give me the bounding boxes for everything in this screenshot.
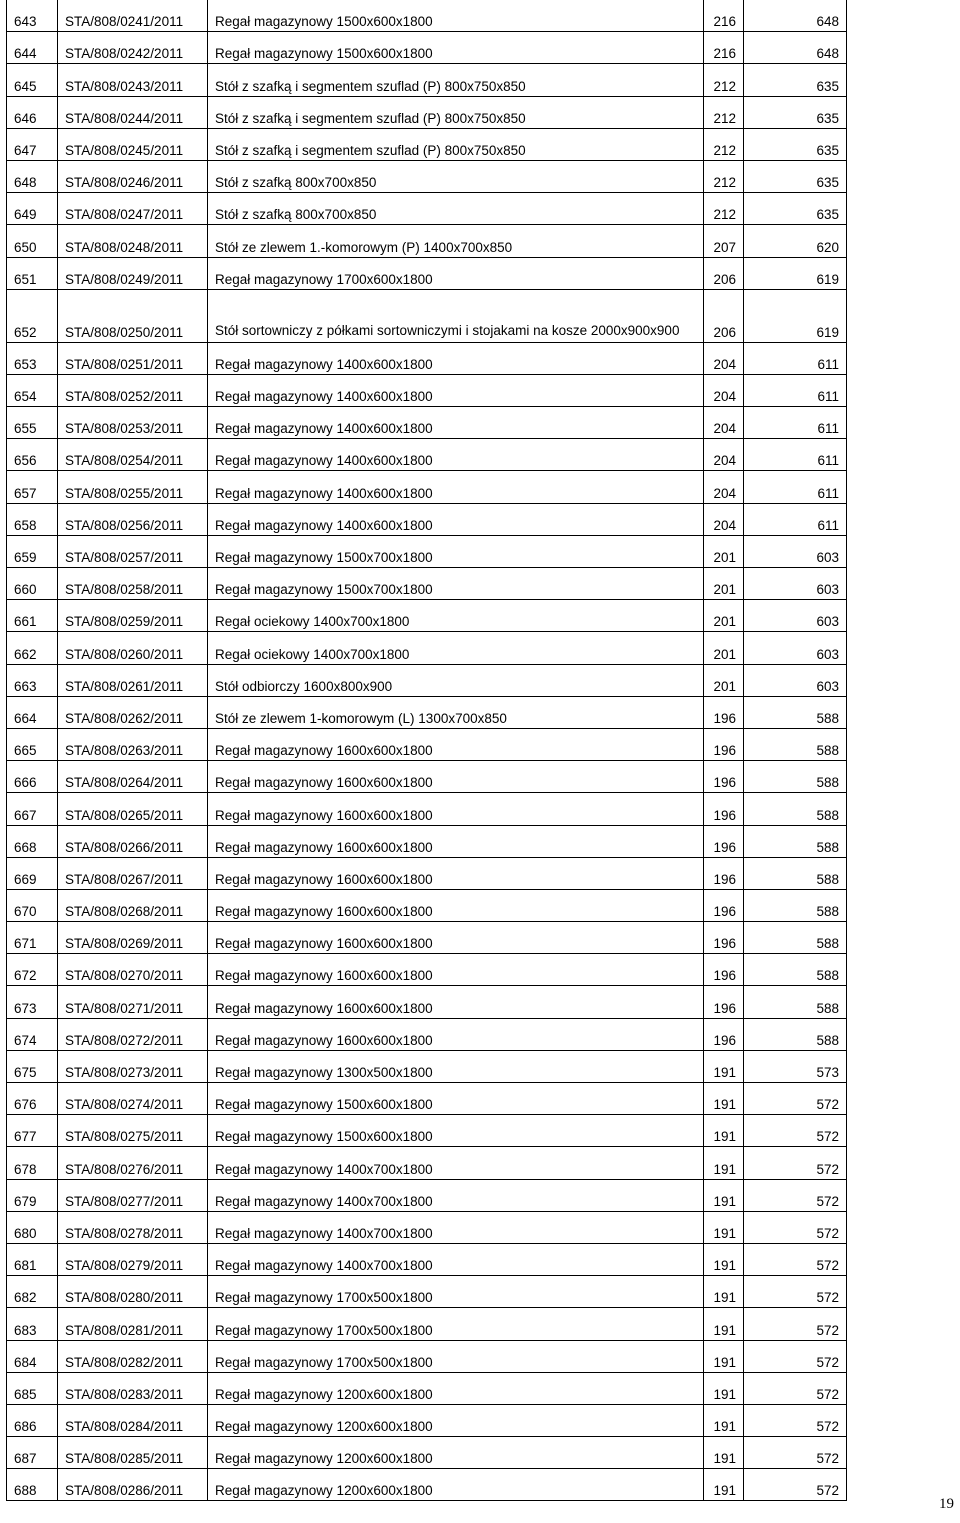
cell-item-name: Regał magazynowy 1600x600x1800 bbox=[208, 761, 704, 793]
table-row bbox=[7, 1083, 847, 1115]
cell-inventory-number: STA/808/0241/2011 bbox=[58, 0, 208, 32]
table-row bbox=[7, 568, 847, 600]
cell-value-a: 212 bbox=[704, 64, 744, 96]
table-row bbox=[7, 793, 847, 825]
cell-item-name: Stół z szafką 800x700x850 bbox=[208, 160, 704, 192]
cell-row-number: 647 bbox=[7, 128, 58, 160]
cell-item-name: Regał magazynowy 1400x600x1800 bbox=[208, 439, 704, 471]
cell-item-name: Regał magazynowy 1400x700x1800 bbox=[208, 1211, 704, 1243]
cell-item-name: Regał magazynowy 1300x500x1800 bbox=[208, 1050, 704, 1082]
cell-item-name: Regał magazynowy 1500x700x1800 bbox=[208, 568, 704, 600]
table-row bbox=[7, 96, 847, 128]
cell-value-a: 196 bbox=[704, 954, 744, 986]
cell-row-number: 648 bbox=[7, 160, 58, 192]
cell-value-a: 204 bbox=[704, 503, 744, 535]
cell-value-b: 635 bbox=[744, 64, 847, 96]
cell-row-number: 666 bbox=[7, 761, 58, 793]
cell-value-a: 206 bbox=[704, 257, 744, 289]
table-row bbox=[7, 1308, 847, 1340]
table-row bbox=[7, 225, 847, 257]
cell-value-a: 191 bbox=[704, 1147, 744, 1179]
cell-row-number: 668 bbox=[7, 825, 58, 857]
cell-inventory-number: STA/808/0258/2011 bbox=[58, 568, 208, 600]
cell-row-number: 679 bbox=[7, 1179, 58, 1211]
cell-value-b: 588 bbox=[744, 1018, 847, 1050]
cell-item-name: Regał ociekowy 1400x700x1800 bbox=[208, 600, 704, 632]
cell-value-a: 191 bbox=[704, 1340, 744, 1372]
cell-inventory-number: STA/808/0278/2011 bbox=[58, 1211, 208, 1243]
table-row bbox=[7, 0, 847, 32]
table-row bbox=[7, 1276, 847, 1308]
cell-item-name: Regał magazynowy 1500x600x1800 bbox=[208, 0, 704, 32]
cell-inventory-number: STA/808/0257/2011 bbox=[58, 535, 208, 567]
cell-inventory-number: STA/808/0259/2011 bbox=[58, 600, 208, 632]
cell-item-name: Regał magazynowy 1400x600x1800 bbox=[208, 471, 704, 503]
cell-value-b: 603 bbox=[744, 600, 847, 632]
cell-item-name: Regał magazynowy 1600x600x1800 bbox=[208, 889, 704, 921]
cell-row-number: 646 bbox=[7, 96, 58, 128]
cell-inventory-number: STA/808/0279/2011 bbox=[58, 1243, 208, 1275]
cell-value-b: 611 bbox=[744, 407, 847, 439]
cell-inventory-number: STA/808/0262/2011 bbox=[58, 696, 208, 728]
cell-inventory-number: STA/808/0250/2011 bbox=[58, 289, 208, 342]
cell-inventory-number: STA/808/0249/2011 bbox=[58, 257, 208, 289]
cell-value-a: 212 bbox=[704, 128, 744, 160]
cell-value-b: 588 bbox=[744, 922, 847, 954]
cell-value-a: 216 bbox=[704, 32, 744, 64]
cell-value-a: 196 bbox=[704, 696, 744, 728]
cell-item-name: Stół ze zlewem 1-komorowym (L) 1300x700x850 bbox=[208, 696, 704, 728]
cell-inventory-number: STA/808/0246/2011 bbox=[58, 160, 208, 192]
cell-inventory-number: STA/808/0269/2011 bbox=[58, 922, 208, 954]
cell-item-name: Regał magazynowy 1700x500x1800 bbox=[208, 1276, 704, 1308]
cell-value-b: 572 bbox=[744, 1340, 847, 1372]
cell-item-name: Regał magazynowy 1400x700x1800 bbox=[208, 1243, 704, 1275]
table-row bbox=[7, 1115, 847, 1147]
cell-value-b: 611 bbox=[744, 439, 847, 471]
cell-inventory-number: STA/808/0283/2011 bbox=[58, 1372, 208, 1404]
cell-row-number: 683 bbox=[7, 1308, 58, 1340]
cell-item-name: Regał magazynowy 1500x600x1800 bbox=[208, 1115, 704, 1147]
cell-value-a: 196 bbox=[704, 825, 744, 857]
table-row bbox=[7, 857, 847, 889]
cell-value-b: 620 bbox=[744, 225, 847, 257]
cell-value-b: 588 bbox=[744, 954, 847, 986]
cell-value-a: 204 bbox=[704, 471, 744, 503]
cell-value-b: 572 bbox=[744, 1211, 847, 1243]
cell-row-number: 684 bbox=[7, 1340, 58, 1372]
cell-inventory-number: STA/808/0263/2011 bbox=[58, 728, 208, 760]
cell-value-a: 201 bbox=[704, 600, 744, 632]
cell-value-a: 196 bbox=[704, 922, 744, 954]
cell-value-a: 191 bbox=[704, 1372, 744, 1404]
cell-value-b: 611 bbox=[744, 503, 847, 535]
table-row bbox=[7, 193, 847, 225]
cell-item-name: Regał magazynowy 1600x600x1800 bbox=[208, 986, 704, 1018]
cell-value-b: 588 bbox=[744, 889, 847, 921]
cell-item-name: Regał magazynowy 1500x600x1800 bbox=[208, 1083, 704, 1115]
cell-inventory-number: STA/808/0268/2011 bbox=[58, 889, 208, 921]
cell-inventory-number: STA/808/0265/2011 bbox=[58, 793, 208, 825]
table-row bbox=[7, 825, 847, 857]
cell-row-number: 669 bbox=[7, 857, 58, 889]
cell-value-a: 191 bbox=[704, 1404, 744, 1436]
cell-value-b: 572 bbox=[744, 1469, 847, 1501]
cell-value-a: 206 bbox=[704, 289, 744, 342]
cell-row-number: 650 bbox=[7, 225, 58, 257]
cell-item-name: Regał magazynowy 1600x600x1800 bbox=[208, 728, 704, 760]
table-row bbox=[7, 986, 847, 1018]
cell-value-b: 572 bbox=[744, 1276, 847, 1308]
cell-item-name: Regał magazynowy 1200x600x1800 bbox=[208, 1437, 704, 1469]
cell-item-name: Stół ze zlewem 1.-komorowym (P) 1400x700x850 bbox=[208, 225, 704, 257]
cell-row-number: 659 bbox=[7, 535, 58, 567]
cell-row-number: 649 bbox=[7, 193, 58, 225]
cell-item-name: Regał magazynowy 1200x600x1800 bbox=[208, 1469, 704, 1501]
cell-inventory-number: STA/808/0247/2011 bbox=[58, 193, 208, 225]
cell-value-a: 196 bbox=[704, 986, 744, 1018]
table-row bbox=[7, 889, 847, 921]
cell-row-number: 653 bbox=[7, 342, 58, 374]
cell-value-a: 207 bbox=[704, 225, 744, 257]
cell-item-name: Regał magazynowy 1600x600x1800 bbox=[208, 954, 704, 986]
cell-value-a: 212 bbox=[704, 193, 744, 225]
cell-item-name: Regał magazynowy 1400x600x1800 bbox=[208, 374, 704, 406]
cell-inventory-number: STA/808/0286/2011 bbox=[58, 1469, 208, 1501]
cell-row-number: 660 bbox=[7, 568, 58, 600]
cell-inventory-number: STA/808/0256/2011 bbox=[58, 503, 208, 535]
cell-value-a: 212 bbox=[704, 96, 744, 128]
cell-item-name: Regał magazynowy 1500x600x1800 bbox=[208, 32, 704, 64]
table-row bbox=[7, 535, 847, 567]
cell-value-b: 603 bbox=[744, 568, 847, 600]
cell-row-number: 663 bbox=[7, 664, 58, 696]
cell-item-name: Regał magazynowy 1700x500x1800 bbox=[208, 1308, 704, 1340]
cell-value-b: 635 bbox=[744, 128, 847, 160]
inventory-table bbox=[6, 0, 847, 1501]
cell-row-number: 654 bbox=[7, 374, 58, 406]
cell-item-name: Regał magazynowy 1600x600x1800 bbox=[208, 857, 704, 889]
cell-inventory-number: STA/808/0277/2011 bbox=[58, 1179, 208, 1211]
cell-value-a: 216 bbox=[704, 0, 744, 32]
table-row bbox=[7, 1211, 847, 1243]
table-row bbox=[7, 342, 847, 374]
cell-value-b: 635 bbox=[744, 96, 847, 128]
cell-inventory-number: STA/808/0276/2011 bbox=[58, 1147, 208, 1179]
cell-row-number: 652 bbox=[7, 289, 58, 342]
cell-inventory-number: STA/808/0274/2011 bbox=[58, 1083, 208, 1115]
table-row bbox=[7, 1243, 847, 1275]
cell-row-number: 681 bbox=[7, 1243, 58, 1275]
cell-row-number: 685 bbox=[7, 1372, 58, 1404]
table-row bbox=[7, 128, 847, 160]
cell-value-a: 191 bbox=[704, 1050, 744, 1082]
cell-row-number: 651 bbox=[7, 257, 58, 289]
cell-value-a: 196 bbox=[704, 793, 744, 825]
table-row bbox=[7, 1469, 847, 1501]
cell-inventory-number: STA/808/0255/2011 bbox=[58, 471, 208, 503]
cell-item-name: Regał magazynowy 1600x600x1800 bbox=[208, 793, 704, 825]
cell-value-a: 196 bbox=[704, 1018, 744, 1050]
cell-value-b: 611 bbox=[744, 374, 847, 406]
cell-item-name: Regał magazynowy 1600x600x1800 bbox=[208, 1018, 704, 1050]
cell-value-b: 635 bbox=[744, 160, 847, 192]
cell-inventory-number: STA/808/0248/2011 bbox=[58, 225, 208, 257]
table-row bbox=[7, 503, 847, 535]
cell-row-number: 680 bbox=[7, 1211, 58, 1243]
cell-inventory-number: STA/808/0270/2011 bbox=[58, 954, 208, 986]
cell-value-b: 588 bbox=[744, 761, 847, 793]
cell-value-b: 648 bbox=[744, 0, 847, 32]
cell-value-b: 635 bbox=[744, 193, 847, 225]
cell-item-name: Stół sortowniczy z półkami sortowniczymi i stojakami na kosze 2000x900x900 bbox=[208, 289, 704, 342]
cell-value-b: 588 bbox=[744, 696, 847, 728]
cell-inventory-number: STA/808/0264/2011 bbox=[58, 761, 208, 793]
cell-value-b: 588 bbox=[744, 986, 847, 1018]
cell-row-number: 658 bbox=[7, 503, 58, 535]
cell-item-name: Stół odbiorczy 1600x800x900 bbox=[208, 664, 704, 696]
cell-value-b: 572 bbox=[744, 1115, 847, 1147]
table-row bbox=[7, 696, 847, 728]
table-row bbox=[7, 32, 847, 64]
table-row bbox=[7, 1147, 847, 1179]
cell-row-number: 664 bbox=[7, 696, 58, 728]
cell-inventory-number: STA/808/0261/2011 bbox=[58, 664, 208, 696]
cell-value-b: 603 bbox=[744, 632, 847, 664]
table-row bbox=[7, 407, 847, 439]
table-row bbox=[7, 374, 847, 406]
cell-inventory-number: STA/808/0281/2011 bbox=[58, 1308, 208, 1340]
cell-row-number: 682 bbox=[7, 1276, 58, 1308]
cell-inventory-number: STA/808/0271/2011 bbox=[58, 986, 208, 1018]
cell-item-name: Regał ociekowy 1400x700x1800 bbox=[208, 632, 704, 664]
cell-inventory-number: STA/808/0253/2011 bbox=[58, 407, 208, 439]
cell-value-a: 191 bbox=[704, 1469, 744, 1501]
table-row bbox=[7, 1018, 847, 1050]
cell-value-a: 212 bbox=[704, 160, 744, 192]
table-row bbox=[7, 1372, 847, 1404]
cell-inventory-number: STA/808/0272/2011 bbox=[58, 1018, 208, 1050]
table-row bbox=[7, 728, 847, 760]
cell-value-a: 196 bbox=[704, 857, 744, 889]
cell-inventory-number: STA/808/0267/2011 bbox=[58, 857, 208, 889]
cell-value-b: 572 bbox=[744, 1147, 847, 1179]
cell-row-number: 674 bbox=[7, 1018, 58, 1050]
table-row bbox=[7, 600, 847, 632]
cell-row-number: 672 bbox=[7, 954, 58, 986]
cell-row-number: 645 bbox=[7, 64, 58, 96]
cell-value-b: 588 bbox=[744, 825, 847, 857]
cell-value-b: 619 bbox=[744, 257, 847, 289]
cell-value-a: 196 bbox=[704, 728, 744, 760]
cell-item-name: Regał magazynowy 1200x600x1800 bbox=[208, 1404, 704, 1436]
cell-inventory-number: STA/808/0285/2011 bbox=[58, 1437, 208, 1469]
cell-value-a: 196 bbox=[704, 889, 744, 921]
cell-inventory-number: STA/808/0275/2011 bbox=[58, 1115, 208, 1147]
cell-row-number: 687 bbox=[7, 1437, 58, 1469]
cell-value-a: 201 bbox=[704, 664, 744, 696]
cell-value-a: 191 bbox=[704, 1115, 744, 1147]
cell-item-name: Regał magazynowy 1600x600x1800 bbox=[208, 825, 704, 857]
table-row bbox=[7, 922, 847, 954]
cell-value-a: 201 bbox=[704, 568, 744, 600]
cell-row-number: 671 bbox=[7, 922, 58, 954]
cell-value-a: 191 bbox=[704, 1276, 744, 1308]
table-row bbox=[7, 1179, 847, 1211]
cell-value-a: 204 bbox=[704, 374, 744, 406]
cell-value-b: 588 bbox=[744, 728, 847, 760]
table-row bbox=[7, 664, 847, 696]
cell-value-b: 619 bbox=[744, 289, 847, 342]
cell-inventory-number: STA/808/0280/2011 bbox=[58, 1276, 208, 1308]
table-row bbox=[7, 289, 847, 342]
cell-value-b: 603 bbox=[744, 664, 847, 696]
cell-item-name: Regał magazynowy 1400x600x1800 bbox=[208, 342, 704, 374]
cell-inventory-number: STA/808/0245/2011 bbox=[58, 128, 208, 160]
cell-value-a: 196 bbox=[704, 761, 744, 793]
cell-value-a: 204 bbox=[704, 342, 744, 374]
cell-value-b: 572 bbox=[744, 1404, 847, 1436]
cell-item-name: Stół z szafką i segmentem szuflad (P) 800x750x850 bbox=[208, 128, 704, 160]
table-row bbox=[7, 1050, 847, 1082]
cell-value-a: 191 bbox=[704, 1437, 744, 1469]
cell-value-a: 191 bbox=[704, 1243, 744, 1275]
cell-inventory-number: STA/808/0243/2011 bbox=[58, 64, 208, 96]
cell-row-number: 657 bbox=[7, 471, 58, 503]
cell-value-a: 204 bbox=[704, 407, 744, 439]
table-row bbox=[7, 761, 847, 793]
cell-row-number: 677 bbox=[7, 1115, 58, 1147]
cell-value-b: 588 bbox=[744, 857, 847, 889]
cell-item-name: Regał magazynowy 1700x500x1800 bbox=[208, 1340, 704, 1372]
cell-value-b: 648 bbox=[744, 32, 847, 64]
table-row bbox=[7, 439, 847, 471]
cell-inventory-number: STA/808/0254/2011 bbox=[58, 439, 208, 471]
cell-value-a: 201 bbox=[704, 632, 744, 664]
cell-row-number: 673 bbox=[7, 986, 58, 1018]
cell-inventory-number: STA/808/0244/2011 bbox=[58, 96, 208, 128]
cell-row-number: 688 bbox=[7, 1469, 58, 1501]
cell-inventory-number: STA/808/0284/2011 bbox=[58, 1404, 208, 1436]
cell-item-name: Regał magazynowy 1600x600x1800 bbox=[208, 922, 704, 954]
cell-row-number: 656 bbox=[7, 439, 58, 471]
table-row bbox=[7, 471, 847, 503]
cell-inventory-number: STA/808/0252/2011 bbox=[58, 374, 208, 406]
cell-value-b: 611 bbox=[744, 342, 847, 374]
cell-row-number: 661 bbox=[7, 600, 58, 632]
cell-value-b: 572 bbox=[744, 1308, 847, 1340]
cell-value-b: 572 bbox=[744, 1179, 847, 1211]
cell-value-b: 572 bbox=[744, 1372, 847, 1404]
cell-value-b: 573 bbox=[744, 1050, 847, 1082]
cell-value-a: 191 bbox=[704, 1083, 744, 1115]
cell-inventory-number: STA/808/0260/2011 bbox=[58, 632, 208, 664]
cell-row-number: 678 bbox=[7, 1147, 58, 1179]
table-row bbox=[7, 954, 847, 986]
cell-value-a: 191 bbox=[704, 1179, 744, 1211]
cell-item-name: Stół z szafką i segmentem szuflad (P) 800x750x850 bbox=[208, 64, 704, 96]
table-row bbox=[7, 632, 847, 664]
cell-item-name: Regał magazynowy 1700x600x1800 bbox=[208, 257, 704, 289]
cell-value-b: 588 bbox=[744, 793, 847, 825]
cell-inventory-number: STA/808/0266/2011 bbox=[58, 825, 208, 857]
cell-inventory-number: STA/808/0282/2011 bbox=[58, 1340, 208, 1372]
cell-row-number: 686 bbox=[7, 1404, 58, 1436]
cell-row-number: 662 bbox=[7, 632, 58, 664]
cell-row-number: 676 bbox=[7, 1083, 58, 1115]
cell-item-name: Stół z szafką 800x700x850 bbox=[208, 193, 704, 225]
table-row bbox=[7, 160, 847, 192]
table-row bbox=[7, 64, 847, 96]
cell-row-number: 643 bbox=[7, 0, 58, 32]
table-row bbox=[7, 1404, 847, 1436]
cell-item-name: Regał magazynowy 1400x600x1800 bbox=[208, 407, 704, 439]
cell-value-b: 611 bbox=[744, 471, 847, 503]
table-row bbox=[7, 1340, 847, 1372]
cell-item-name: Stół z szafką i segmentem szuflad (P) 800x750x850 bbox=[208, 96, 704, 128]
cell-value-a: 204 bbox=[704, 439, 744, 471]
table-row bbox=[7, 257, 847, 289]
cell-row-number: 667 bbox=[7, 793, 58, 825]
cell-value-b: 572 bbox=[744, 1437, 847, 1469]
inventory-table-body bbox=[7, 0, 847, 1501]
cell-row-number: 644 bbox=[7, 32, 58, 64]
cell-value-a: 201 bbox=[704, 535, 744, 567]
cell-item-name: Regał magazynowy 1200x600x1800 bbox=[208, 1372, 704, 1404]
cell-row-number: 675 bbox=[7, 1050, 58, 1082]
cell-row-number: 670 bbox=[7, 889, 58, 921]
cell-row-number: 665 bbox=[7, 728, 58, 760]
cell-value-b: 572 bbox=[744, 1243, 847, 1275]
cell-value-b: 603 bbox=[744, 535, 847, 567]
cell-item-name: Regał magazynowy 1400x700x1800 bbox=[208, 1147, 704, 1179]
cell-item-name: Regał magazynowy 1500x700x1800 bbox=[208, 535, 704, 567]
cell-item-name: Regał magazynowy 1400x700x1800 bbox=[208, 1179, 704, 1211]
cell-value-a: 191 bbox=[704, 1308, 744, 1340]
cell-item-name: Regał magazynowy 1400x600x1800 bbox=[208, 503, 704, 535]
table-row bbox=[7, 1437, 847, 1469]
cell-inventory-number: STA/808/0251/2011 bbox=[58, 342, 208, 374]
cell-row-number: 655 bbox=[7, 407, 58, 439]
cell-value-a: 191 bbox=[704, 1211, 744, 1243]
cell-inventory-number: STA/808/0273/2011 bbox=[58, 1050, 208, 1082]
cell-inventory-number: STA/808/0242/2011 bbox=[58, 32, 208, 64]
cell-value-b: 572 bbox=[744, 1083, 847, 1115]
page-number: 19 bbox=[939, 1496, 954, 1512]
